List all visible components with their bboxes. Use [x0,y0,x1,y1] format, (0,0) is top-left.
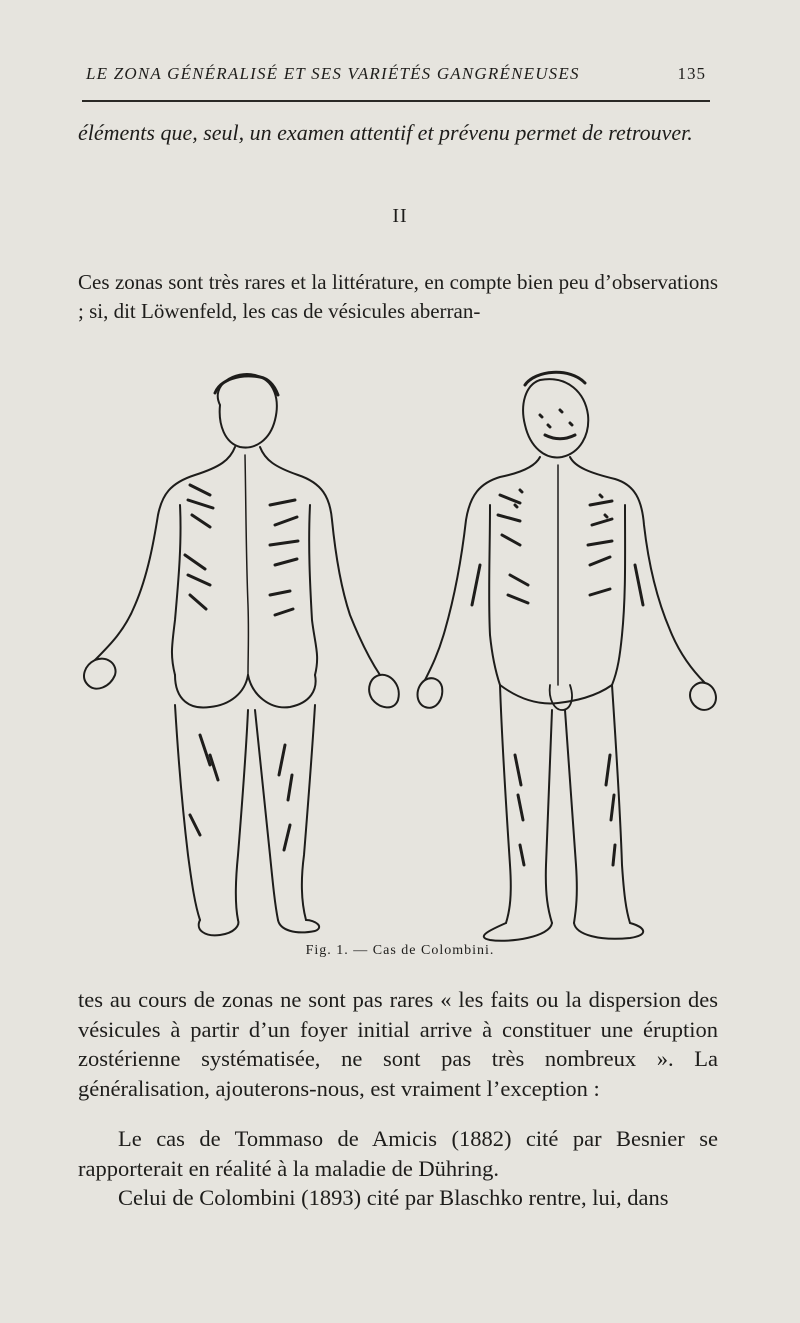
anatomical-drawing [70,355,730,945]
running-title: LE ZONA GÉNÉRALISÉ ET SES VARIÉTÉS GANGRÉNEUSES [86,64,580,83]
paragraph-2: tes au cours de zonas ne sont pas rares « les faits ou la dispersion des vésicules à partir d’un foyer initial arrive à constituer une éruption zostérienne systématisée, ne sont pas très nombreux ». La généralisation, ajouterons-nous, est vraiment l’exception : [78,987,718,1101]
paragraph-1: Ces zonas sont très rares et la littérature, en compte bien peu d’observations ; si, dit Löwenfeld, les cas de vésicules aberran- [78,270,718,323]
figure-illustration [70,355,730,945]
front-view-figure [418,372,716,940]
paragraph-4: Celui de Colombini (1893) cité par Blaschko rentre, lui, dans [118,1185,669,1210]
page-number: 135 [677,64,706,83]
paragraph-3: Le cas de Tommaso de Amicis (1882) cité par Besnier se rapporterait en réalité à la maladie de Dühring. [78,1126,718,1181]
figure-caption: Fig. 1. — Cas de Colombini. [305,943,495,958]
back-view-figure [84,374,399,935]
section-number: II [392,205,408,227]
running-header [86,64,712,92]
header-rule [82,100,710,102]
intro-italic-text: éléments que, seul, un examen attentif et prévenu permet de retrouver. [78,120,693,145]
